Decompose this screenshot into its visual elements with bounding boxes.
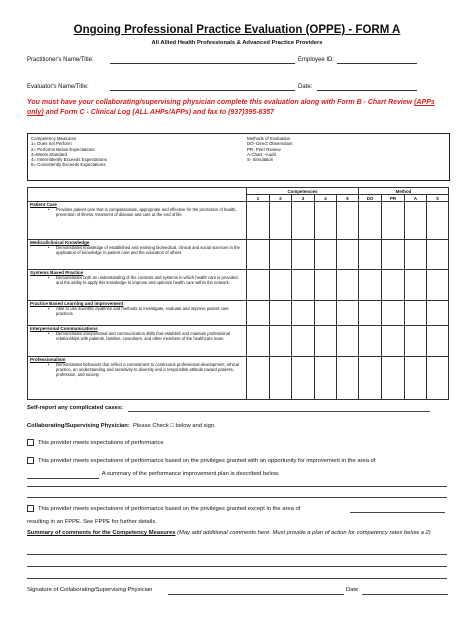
rating-cell[interactable] xyxy=(247,326,270,357)
form-subtitle: All Allied Health Professionals & Advanced Practice Providers xyxy=(151,40,323,46)
employee-id-field[interactable] xyxy=(337,57,417,64)
check2-text: This provider meets expectations of performance based on the privileges granted with an opportunity for improvement in the area of xyxy=(38,458,376,465)
signature-label: Signature of Collaborating/Supervising Physician xyxy=(27,587,153,593)
check-option-2 xyxy=(27,457,452,464)
section-title: Practice Based Learning and improvement xyxy=(30,301,124,306)
check3-continuation: resulting in an FPPE. See FPPE for further details. xyxy=(27,519,157,525)
self-report-label: Self-report any complicated cases: xyxy=(27,405,124,411)
section-title: Patient Care xyxy=(30,202,57,207)
rating-cell[interactable] xyxy=(315,270,337,301)
section-text: Provides patient care that is compassionate, appropriate and effective for the promotion of health, prevention of illness, treatment of disease and care at the end of life xyxy=(56,207,237,217)
rating-cell[interactable] xyxy=(247,270,270,301)
rating-cell[interactable] xyxy=(292,202,315,240)
check3-text: This provider meets expectations of performance based on the privileges granted except in the area of xyxy=(38,506,301,513)
checkbox-1[interactable] xyxy=(27,439,34,446)
rating-cell[interactable] xyxy=(270,240,292,270)
method-col-pr: PR xyxy=(382,195,405,202)
summary-block xyxy=(27,529,452,538)
collab-instructions: Please Check □ below and sign. xyxy=(133,423,216,429)
section-title: Systems Based Practice xyxy=(30,270,84,275)
summary-line-3[interactable] xyxy=(27,578,447,579)
competency-col-2: 2 xyxy=(270,195,292,202)
check-option-1 xyxy=(27,439,164,446)
plan-line-1[interactable] xyxy=(27,486,447,487)
rating-cell[interactable] xyxy=(270,202,292,240)
method-col-a: A xyxy=(405,195,427,202)
method-cell[interactable] xyxy=(359,301,382,326)
fax-notice-part3: and Form C - Clinical Log (ALL AHPs/APPs) and fax to (937)395-8357 xyxy=(43,109,275,116)
method-legend-item: PR- Peer Review xyxy=(247,146,281,152)
method-cell[interactable] xyxy=(427,301,449,326)
collab-label: Collaborating/Supervising Physician: xyxy=(27,423,130,429)
summary-title: Summary of comments for the Competency Measures xyxy=(27,530,176,536)
summary-line-2[interactable] xyxy=(27,566,447,567)
rating-cell[interactable] xyxy=(247,240,270,270)
competency-legend xyxy=(31,136,211,168)
section-text: Demonstrates interpersonal and communication skills that establish and maintain professional relationships with patients, families, coworkers, and other members of the healthcare team. xyxy=(56,331,230,341)
method-cell[interactable] xyxy=(382,202,405,240)
check2-continuation: . A summary of the performance improvement plan is described below. xyxy=(99,471,280,477)
legend-box xyxy=(27,133,450,181)
table-row: Interpersonal Communications • Demonstrates interpersonal and communication skills that establish and maintain professional relationships with patients, families, coworkers, and other members of the healthcare team. xyxy=(28,326,449,357)
collab-line xyxy=(27,423,216,429)
rating-cell[interactable] xyxy=(337,202,359,240)
competency-col-1: 1 xyxy=(247,195,270,202)
signature-date-field[interactable] xyxy=(362,594,448,595)
signature-date-label: Date xyxy=(346,587,359,593)
section-text: Able to use scientific evidence and methods to investigate, evaluate and improve patient care practices xyxy=(56,306,229,316)
evaluator-field[interactable] xyxy=(110,84,295,91)
method-cell[interactable] xyxy=(405,326,427,357)
checkbox-3[interactable] xyxy=(27,505,34,512)
evaluation-table xyxy=(27,187,449,400)
table-row: Professionalism • Demonstrates behaviors that reflect a commitment to continuous professional development, ethical practice, an understanding and sensitivity to diversity and a responsible attitude toward patients, profession, and society. xyxy=(28,357,449,400)
method-legend-item: A-Chart –Audit xyxy=(247,151,276,157)
method-cell[interactable] xyxy=(405,240,427,270)
rating-cell[interactable] xyxy=(337,357,359,400)
rating-cell[interactable] xyxy=(270,270,292,301)
competency-col-4: 4 xyxy=(315,195,337,202)
method-cell[interactable] xyxy=(405,202,427,240)
method-cell[interactable] xyxy=(382,326,405,357)
rating-cell[interactable] xyxy=(315,326,337,357)
fax-notice-part1: You must have your collaborating/supervising physician complete this evaluation along with Form B - Chart Review xyxy=(27,99,413,106)
practitioner-label: Practitioner's Name/Title: xyxy=(27,57,94,63)
rating-cell[interactable] xyxy=(292,326,315,357)
method-cell[interactable] xyxy=(382,270,405,301)
competency-legend-item: 2= Performs Below Expectations xyxy=(31,146,95,152)
method-cell[interactable] xyxy=(359,202,382,240)
checkbox-2[interactable] xyxy=(27,457,34,464)
rating-cell[interactable] xyxy=(270,326,292,357)
table-row: Systems Based Practice • Demonstrates both an understanding of the contexts and systems in which health care is provided, and the ability to apply this knowledge to improve and optimize health care within the network. xyxy=(28,270,449,301)
table-header-blank xyxy=(28,188,247,202)
method-cell[interactable] xyxy=(382,357,405,400)
table-row: Practice Based Learning and improvement • Able to use scientific evidence and methods to investigate, evaluate and improve patient care practices xyxy=(28,301,449,326)
rating-cell[interactable] xyxy=(270,357,292,400)
rating-cell[interactable] xyxy=(292,240,315,270)
rating-cell[interactable] xyxy=(337,326,359,357)
rating-cell[interactable] xyxy=(337,240,359,270)
rating-cell[interactable] xyxy=(337,270,359,301)
summary-line-1[interactable] xyxy=(27,554,447,555)
method-legend-item: S- Simulation xyxy=(247,157,274,163)
method-cell[interactable] xyxy=(427,270,449,301)
rating-cell[interactable] xyxy=(247,301,270,326)
rating-cell[interactable] xyxy=(247,357,270,400)
fax-notice xyxy=(27,98,452,118)
section-text: Demonstrates behaviors that reflect a commitment to continuous professional development, ethical practice, an understanding and sensitivity to diversity and a responsible attitude toward patients, profession, and society. xyxy=(56,362,239,377)
rating-cell[interactable] xyxy=(292,270,315,301)
rating-cell[interactable] xyxy=(315,357,337,400)
section-title: Interpersonal Communications xyxy=(30,326,98,331)
rating-cell[interactable] xyxy=(292,301,315,326)
check1-text: This provider meets expectations of performance xyxy=(38,440,164,447)
method-cell[interactable] xyxy=(382,301,405,326)
method-cell[interactable] xyxy=(405,270,427,301)
rating-cell[interactable] xyxy=(315,240,337,270)
method-cell[interactable] xyxy=(405,301,427,326)
section-title: Medical/clinical Knowledge xyxy=(30,240,90,245)
table-row: Patient Care • Provides patient care that is compassionate, appropriate and effective for the promotion of health, prevention of illness, treatment of disease and care at the end of life xyxy=(28,202,449,240)
rating-cell[interactable] xyxy=(315,202,337,240)
method-cell[interactable] xyxy=(382,240,405,270)
method-col-s: S xyxy=(427,195,449,202)
signature-field[interactable] xyxy=(168,594,344,595)
method-col-do: DO xyxy=(359,195,382,202)
self-report-field[interactable] xyxy=(128,411,430,412)
section-text: Demonstrates both an understanding of the contexts and systems in which health care is provided, and the ability to apply this knowledge to improve and optimize health care within the network. xyxy=(56,275,239,285)
evaluator-label: Evaluator's Name/Title: xyxy=(27,84,89,90)
date-field[interactable] xyxy=(317,84,417,91)
competencies-header: Competencies xyxy=(247,188,359,195)
section-text: Demonstrates knowledge of established and evolving biomedical, clinical and social sciences in the application of knowledge to patient care and the education of others xyxy=(56,245,240,255)
rating-cell[interactable] xyxy=(270,301,292,326)
date-label: Date: xyxy=(298,84,313,90)
method-legend-item: DO- Direct Observation xyxy=(247,141,293,147)
method-cell[interactable] xyxy=(359,270,382,301)
employee-id-label: Employee ID: xyxy=(298,57,335,63)
form-title: Ongoing Professional Practice Evaluation (OPPE) - FORM A xyxy=(73,24,401,36)
summary-note: (May add additional comments here. Must provide a plan of action for competency rates below a 2) xyxy=(175,530,431,536)
method-legend-title: Methods of Evaluation xyxy=(247,136,291,141)
fax-notice-apps-only: (APPs only) xyxy=(27,99,435,116)
rating-cell[interactable] xyxy=(247,202,270,240)
competency-legend-title: Competency Measures xyxy=(31,136,77,141)
competency-legend-item: 3=Meets Standard xyxy=(31,151,68,157)
method-cell[interactable] xyxy=(359,357,382,400)
competency-col-5: 5 xyxy=(337,195,359,202)
competency-legend-item: 4= Intermittently Exceeds Expectations xyxy=(31,157,107,163)
check-option-3 xyxy=(27,505,300,512)
except-area-field[interactable] xyxy=(350,512,445,513)
method-cell[interactable] xyxy=(427,202,449,240)
plan-line-2[interactable] xyxy=(27,497,447,498)
competency-col-3: 3 xyxy=(292,195,315,202)
method-header: Method xyxy=(359,188,449,195)
rating-cell[interactable] xyxy=(292,357,315,400)
method-cell[interactable] xyxy=(427,357,449,400)
competency-legend-item: 1= Does not Perform xyxy=(31,141,72,147)
method-cell[interactable] xyxy=(427,240,449,270)
rating-cell[interactable] xyxy=(315,301,337,326)
method-cell[interactable] xyxy=(427,326,449,357)
competency-legend-item: 5= Consistently Exceeds Expectations xyxy=(31,162,106,168)
method-legend xyxy=(247,136,427,162)
rating-cell[interactable] xyxy=(337,301,359,326)
improvement-area-field[interactable] xyxy=(27,478,99,479)
method-cell[interactable] xyxy=(359,326,382,357)
practitioner-field[interactable] xyxy=(110,57,295,64)
method-cell[interactable] xyxy=(405,357,427,400)
section-title: Professionalism xyxy=(30,357,66,362)
table-row: Medical/clinical Knowledge • Demonstrates knowledge of established and evolving biomedical, clinical and social sciences in the application of knowledge to patient care and the education of others xyxy=(28,240,449,270)
method-cell[interactable] xyxy=(359,240,382,270)
